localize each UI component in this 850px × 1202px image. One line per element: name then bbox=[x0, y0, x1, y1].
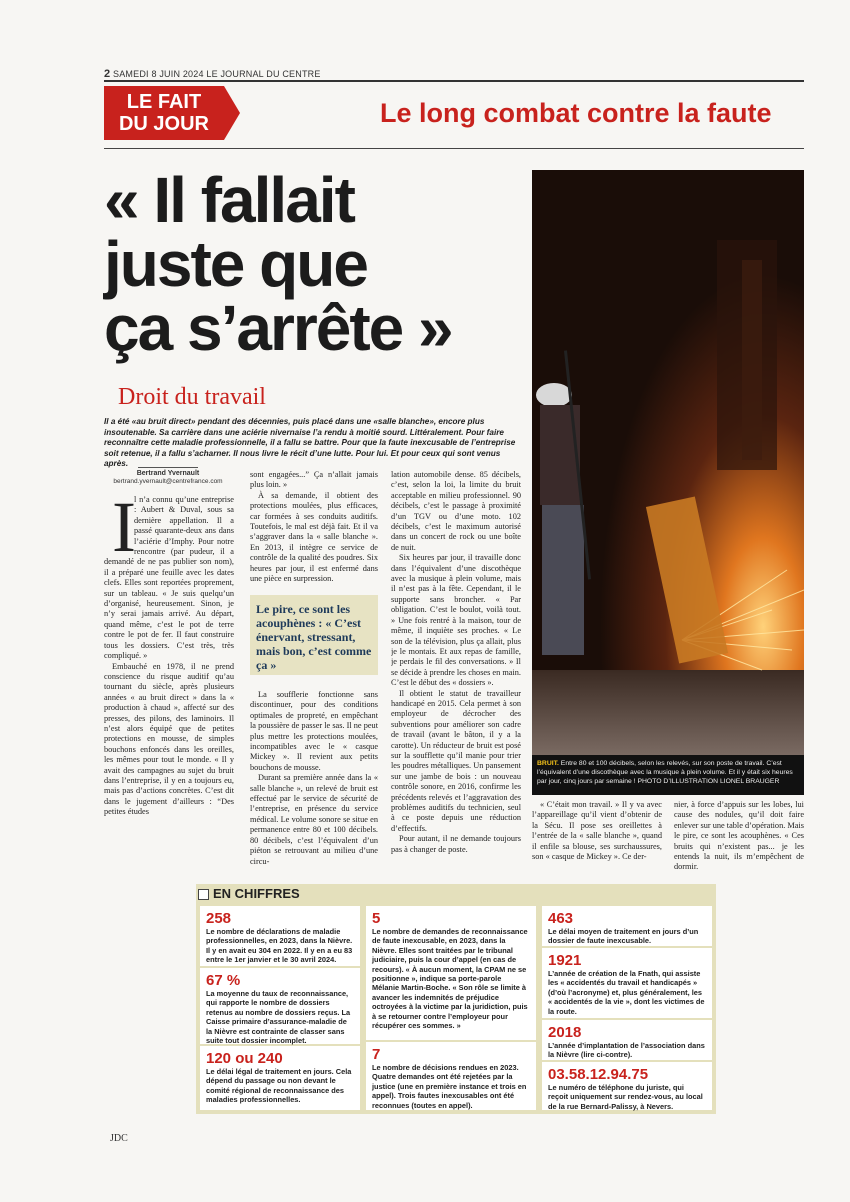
figure-text: Le délai moyen de traitement en jours d’un dossier de faute inexcusable. bbox=[548, 927, 699, 946]
figure-text: L’année de création de la Fnath, qui assiste les « accidentés du travail et handicapés » (d’où l’acronyme) et, plus généralement, les « accidentés de la vie », dont les victimes de la route. bbox=[548, 969, 705, 1016]
top-rule bbox=[104, 80, 804, 82]
steel-worker-photo bbox=[532, 170, 804, 755]
column-2-bottom bbox=[250, 690, 378, 880]
page-folio bbox=[104, 68, 321, 80]
section-title: Le long combat contre la faute bbox=[380, 98, 772, 128]
paragraph: Pour autant, il ne demande toujours pas à changer de poste. bbox=[391, 834, 521, 854]
paragraph: Il obtient le statut de travailleur handicapé en 2015. Cela permet à son employeur de décrocher des subventions pour améliorer son cadre de travail (avant le bâton, il y a la carotte). Un réducteur de bruit est posé sur la soufflette qu’il manie pour trier les poudres métalliques. Un pansement sur une jambe de bois : un nouveau contrôle sonore, en 2016, confirme les précédents relevés et l’aggravation des problèmes auditifs du technicien, seul à ce poste depuis une réduction d’effectifs. bbox=[391, 688, 521, 833]
header-rule bbox=[104, 148, 804, 149]
page-number: 2 bbox=[104, 68, 111, 80]
figure-number: 2018 bbox=[548, 1024, 582, 1041]
column-1 bbox=[104, 487, 234, 880]
paragraph: La soufflerie fonctionne sans discontinuer, pour des conditions optimales de propreté, en empêchant la poussière de passer le sas. Il ne peut plus mettre les protections moulées, incompatibles avec le « casque Mickey ». Il revient aux petits bouchons de mousse. bbox=[250, 690, 378, 772]
figures-title-text: EN CHIFFRES bbox=[213, 886, 300, 901]
headline-line: ça s’arrête » bbox=[104, 292, 452, 364]
paragraph: « C’était mon travail. » Il y va avec l’appareillage qu’il vient d’obtenir de la Sécu. Il pose ses oreillettes à l’entrée de la « salle blanche », quand il enfile sa blouse, ses surchaussures, son « casque de Mickey ». Ce der- bbox=[532, 800, 662, 862]
pull-quote: Le pire, ce sont les acouphènes : « C’est énervant, stressant, mais bon, c’est comme ça » bbox=[250, 595, 378, 675]
paragraph: l n’a connu qu’une entreprise : Aubert & Duval, sous sa dernière appellation. Il a passé quarante-deux ans dans l’aciérie d’Imphy. Pour notre rencontre (par pudeur, il a demandé de ne pas publier son nom), il a préparé une feuille avec les dates clefs. Elles sont reportées proprement, sur un tableau. « Je suis quelqu’un d’organisé, heureusement. Sinon, je n’y serai jamais arrivé. Au départ, quand même, c’est le pot de terre contre le pot de fer. Il faut construire tous les dossiers. C’est très, très compliqué. » bbox=[104, 495, 234, 661]
figure-text: Le nombre de demandes de reconnaissance de faute inexcusable, en 2023, dans la Nièvre. Elles sont traitées par le tribunal judiciaire, puis la cour d’appel (en cas de recours). « À aucun moment, la CPAM ne se positionne », indique sa porte-parole Mélanie Martin-Boche. « Son rôle se limite à avancer les indemnités de préjudice octroyées à la victime par la juridiction, puis à se retourner contre l’employeur pour récupérer ces sommes. » bbox=[372, 927, 528, 1031]
badge-arrow bbox=[224, 86, 240, 140]
figure-text: Le nombre de décisions rendues en 2023. Quatre demandes ont été rejetées par la justice (une en première instance et trois en appel). Trois fautes inexcusables ont été reconnues (toutes en appel). bbox=[372, 1063, 527, 1110]
section-badge bbox=[104, 86, 224, 140]
figure-card bbox=[542, 906, 712, 946]
column-4 bbox=[532, 800, 662, 880]
headline-line: juste que bbox=[104, 228, 367, 300]
chapo: Il a été «au bruit direct» pendant des décennies, puis placé dans une «salle blanche», encore plus insoutenable. Sa carrière dans une aciérie nivernaise l’a rendu à moitié sourd. Littéralement. Pour faire reconnaître cette maladie professionnelle, il a fallu se battre. Pour que la faute inexcusable de l’entreprise soit retenue, il a fallu s’acharner. Il nous livre le récit d’une lutte. Pour lui. Et pour ceux qui sont venus après. bbox=[104, 417, 516, 468]
paragraph: Six heures par jour, il travaille donc dans l’équivalent d’une discothèque avec la musique à plein volume, mais il n’est pas à la fête. Cependant, il le supporte sans broncher. « Par obligation. C’est le boulot, voilà tout. » Une fois rentré à la maison, tour de même, il inquiète ses proches. « Le son de la télévision, plus ça allait, plus je le montais. Et aux repas de famille, je perdais le fil des conversations. » Il se décide à prendre les choses en main. C’est le début des « dossiers ». bbox=[391, 553, 521, 688]
paragraph: nier, à force d’appuis sur les lobes, lui cause des nodules, qu’il doit faire enlever sur une table d’opération. Mais le pire, ce sont les acouphènes. « Ces bruits qui n’existent pas... je les entends la nuit, ils m’empêchent de dormir. bbox=[674, 800, 804, 872]
figure-text: Le numéro de téléphone du juriste, qui reçoit uniquement sur rendez-vous, au local de la rue Bernard-Palissy, à Nevers. bbox=[548, 1083, 703, 1111]
figure-number: 03.58.12.94.75 bbox=[548, 1066, 649, 1083]
author-email: bertrand.yvernault@centrefrance.com bbox=[113, 478, 223, 485]
figure-number: 67 % bbox=[206, 972, 241, 989]
figure-number: 1921 bbox=[548, 952, 582, 969]
figure-number: 120 ou 240 bbox=[206, 1050, 283, 1067]
figure-text: Le délai légal de traitement en jours. Cela dépend du passage ou non devant le comité régional de reconnaissance des maladies professionnelles. bbox=[206, 1067, 352, 1105]
figure-card bbox=[200, 1046, 360, 1110]
column-2-top bbox=[250, 470, 378, 590]
column-5 bbox=[674, 800, 804, 880]
photo-caption bbox=[532, 755, 804, 795]
figure-card bbox=[542, 1020, 712, 1060]
headline-line: « Il fallait bbox=[104, 164, 354, 236]
paragraph: Embauché en 1978, il ne prend conscience du risque auditif qu’au tournant du siècle, après plusieurs années « au bruit direct » dans la « production à chaud », affecté sur des presses, des pilons, des laminoirs. Il n’est alors équipé que de petites protections en mousse, de simples bouchons enfoncés dans les oreilles, les mêmes pour tout le monde. « Il y avait des campagnes au sujet du bruit dans l’entreprise, il y en a toujours eu, mais pas d’actions concrètes. C’est dit dans le jugement d’ailleurs : “Des petites études bbox=[104, 661, 234, 817]
headline bbox=[104, 164, 524, 364]
caption-text: Entre 80 et 100 décibels, selon les relevés, sur son poste de travail. C’est l’équivalent d’une discothèque avec la musique à plein volume. Et il y était six heures par jour, cinq jours par semaine ! PHOTO D’ILLUSTRATION LIONEL BRAUGER bbox=[537, 760, 793, 785]
figure-card bbox=[542, 948, 712, 1018]
badge-line-2: DU JOUR bbox=[118, 113, 209, 135]
photo-illustration bbox=[532, 170, 804, 755]
figures-box bbox=[196, 884, 716, 1114]
date-journal: SAMEDI 8 JUIN 2024 LE JOURNAL DU CENTRE bbox=[113, 69, 321, 79]
figure-text: La moyenne du taux de reconnaissance, qui rapporte le nombre de dossiers retenus au nombre de dossiers reçus. La Caisse primaire d’assurance-maladie de la Nièvre est contrainte de classer sans suite tout dossier incomplet. bbox=[206, 989, 351, 1046]
subhead: Droit du travail bbox=[118, 384, 266, 410]
paragraph: Durant sa première année dans la « salle blanche », un relevé de bruit est effectué par le service de sécurité de l’entreprise, en présence du service médical. Le volume sonore se situe en permanence entre 80 et 100 décibels. 80 décibels, c’est l’équivalent d’un piéton se retrouvant au milieu d’une circu- bbox=[250, 773, 378, 866]
figures-title bbox=[198, 886, 300, 901]
drop-cap: I bbox=[112, 487, 136, 567]
badge-line-1: LE FAIT bbox=[126, 91, 202, 113]
figure-number: 5 bbox=[372, 910, 381, 927]
figure-number: 7 bbox=[372, 1046, 381, 1063]
author-name: Bertrand Yvernault bbox=[136, 470, 200, 477]
figure-text: Le nombre de déclarations de maladie professionnelles, en 2023, dans la Nièvre. Il y en avait eu 304 en 2022. Il y en a eu 83 entre le 1er janvier et le 30 avril 2024. bbox=[206, 927, 353, 965]
figure-number: 258 bbox=[206, 910, 232, 927]
caption-lead: BRUIT. bbox=[537, 760, 559, 767]
figure-number: 463 bbox=[548, 910, 574, 927]
figure-card bbox=[366, 906, 536, 1040]
paragraph: lation automobile dense. 85 décibels, c’est, selon la loi, la limite du bruit acceptable en milieu professionnel. 90 décibels, c’est le passage à proximité d’un TGV ou d’une moto. 102 décibels, c’est le maximum autorisé dans un concert de rock ou une boîte de nuit. bbox=[391, 470, 521, 552]
figure-card bbox=[200, 906, 360, 966]
figure-text: L’année d’implantation de l’association dans la Nièvre (lire ci-contre). bbox=[548, 1041, 705, 1060]
byline bbox=[104, 467, 232, 486]
paragraph: sont engagées...” Ça n’allait jamais plus loin. » bbox=[250, 470, 378, 490]
column-3 bbox=[391, 470, 521, 880]
footer-mark: JDC bbox=[110, 1133, 128, 1144]
figure-card bbox=[200, 968, 360, 1044]
figure-card bbox=[542, 1062, 712, 1110]
figure-card bbox=[366, 1042, 536, 1110]
square-icon bbox=[198, 889, 209, 900]
paragraph: À sa demande, il obtient des protections moulées, plus efficaces, car formées à ses conduits auditifs. Toutefois, le mal est déjà fait. Et il va s’aggraver dans la « salle blanche ». En 2013, il intègre ce service de contrôle de la qualité des poudres. Six heures par jour, il est enfermé dans une pièce en surpression. bbox=[250, 490, 378, 584]
